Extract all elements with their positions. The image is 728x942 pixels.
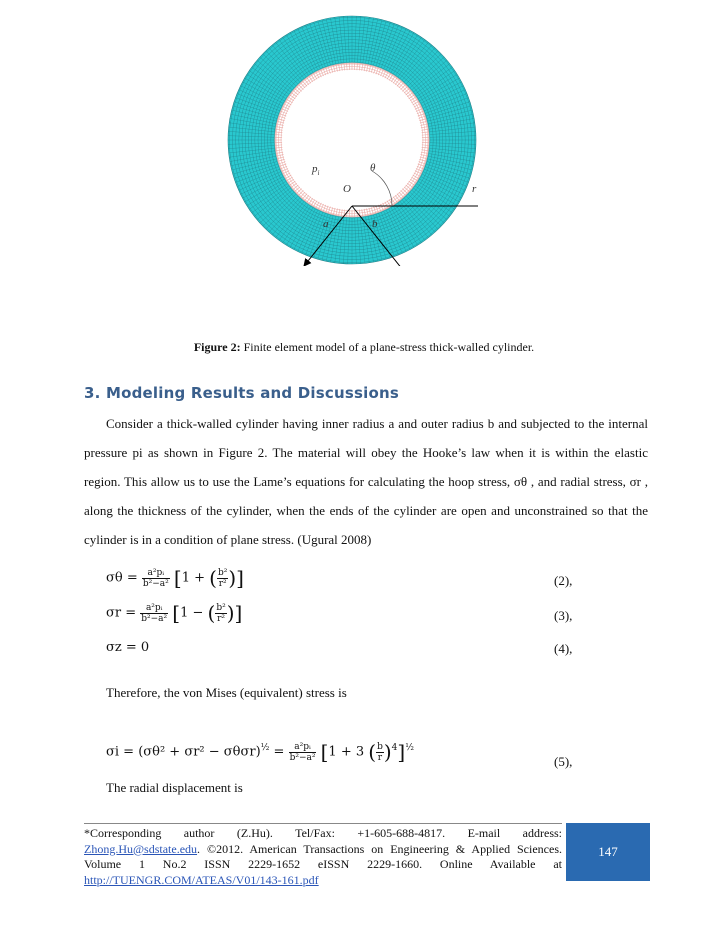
eq3-fraction xyxy=(140,603,168,624)
equation-hoop-stress: σθ = $\frac{\text{a²pᵢ}}{\text{b²−a²}}$ [1 + ( $\frac{\text{b²}}{\text{r²}}$ )] xyxy=(106,566,244,590)
eq2-inner-num: b² xyxy=(217,567,228,578)
page-number: 147 xyxy=(598,844,618,859)
article-url-link[interactable]: http://TUENGR.COM/ATEAS/V01/143-161.pdf xyxy=(84,872,319,887)
eq5-exp: ½ xyxy=(260,743,270,754)
eq2-lhs: σθ = xyxy=(106,570,138,586)
eq3-den: b²−a² xyxy=(141,613,168,624)
label-pi: $p_i$ xyxy=(312,163,320,177)
eq5-lhs: σi = (σθ² + σr² − σθσr) xyxy=(106,744,261,760)
eq3-lhs: σr = xyxy=(106,605,137,621)
eq5-inner-den: r xyxy=(377,752,383,763)
page-number-box xyxy=(566,823,650,881)
eq5-pow: 4 xyxy=(391,743,398,754)
eq2-inner-den: r² xyxy=(218,578,227,589)
section-heading: 3. Modeling Results and Discussions xyxy=(84,384,399,402)
label-theta: θ xyxy=(370,162,376,174)
eq2-inner xyxy=(217,568,228,589)
eq3-num: a²pᵢ xyxy=(140,603,168,614)
eq5-inner-num: b xyxy=(377,741,383,752)
footnote-line2: . ©2012. American Transactions on Engineering & Applied Sciences. Volume 1 No.2 ISSN 2229-1652 eISSN 2229-1660. Online Available at xyxy=(84,841,562,872)
eq2-den: b²−a² xyxy=(142,578,169,589)
label-origin: O xyxy=(343,183,351,195)
caption-text: Finite element model of a plane-stress thick-walled cylinder. xyxy=(240,340,535,354)
caption-label: Figure 2: xyxy=(193,340,241,354)
eq3-number: (3), xyxy=(554,608,573,623)
label-b: b xyxy=(372,218,378,230)
eq2-fraction xyxy=(142,568,170,589)
equation-radial-stress: σr = $\frac{\text{a²pᵢ}}{\text{b²−a²}}$ [1 − ( $\frac{\text{b²}}{\text{r²}}$ )] xyxy=(106,601,243,625)
eq5-inner xyxy=(376,742,384,763)
eq5-num: a²pᵢ xyxy=(289,742,317,753)
fem-cylinder-figure xyxy=(226,14,478,266)
eq3-inner-num: b² xyxy=(216,602,226,613)
paragraph-intro: Consider a thick-walled cylinder having inner radius a and outer radius b and subjected to the internal pressure pi as shown in Figure 2. The material will obey the Hooke’s law when it is within the elastic region. This allow us to use the Lame’s equations for calculating the hoop stress, σθ , and radial stress, σr , along the thickness of the cylinder, when the ends of the cylinder are open and unconstrained so that the cylinder is in a condition of plane stress. (Ugural 2008) xyxy=(84,416,648,547)
eq2-number: (2), xyxy=(554,573,573,588)
figure-caption xyxy=(0,340,728,355)
equation-axial-stress: σz = 0 xyxy=(106,640,150,655)
footnote-line1: *Corresponding author (Z.Hu). Tel/Fax: +1-605-688-4817. E-mail address: xyxy=(84,826,562,840)
label-r: r xyxy=(472,183,477,195)
eq5-outer-exp: ½ xyxy=(405,743,414,754)
eq5-eq: = xyxy=(273,744,285,760)
eq5-fraction xyxy=(289,742,317,763)
label-a: a xyxy=(323,218,329,230)
mesh xyxy=(228,16,478,266)
eq3-inner-den: r² xyxy=(217,613,225,624)
eq2-bracket: 1 + xyxy=(181,570,206,586)
eq4-number: (4), xyxy=(554,641,573,656)
eq2-num: a²pᵢ xyxy=(142,568,170,579)
eq3-inner xyxy=(215,603,226,624)
eq5-number: (5), xyxy=(554,754,573,769)
paragraph-von-mises: Therefore, the von Mises (equivalent) stress is xyxy=(106,685,347,700)
eq5-bracket: 1 + 3 xyxy=(328,744,365,760)
paragraph-displacement: The radial displacement is xyxy=(106,780,243,795)
eq5-den: b²−a² xyxy=(289,752,316,763)
author-email-link[interactable]: Zhong.Hu@sdstate.edu xyxy=(84,841,198,856)
eq3-bracket: 1 − xyxy=(180,605,204,621)
equation-von-mises: $\sigma i = (\sigma\theta^2 + \sigma r^2 - \sigma\theta\sigma r)^{\frac{1}{2}}$ = $\frac{\text{a²pᵢ}}{\text{b²−a²}}$ [1 + 3 ( $\frac{b}{r}$ )$^4$]$^{\frac{1}{2}}$ xyxy=(106,740,414,764)
footnote xyxy=(84,823,562,888)
